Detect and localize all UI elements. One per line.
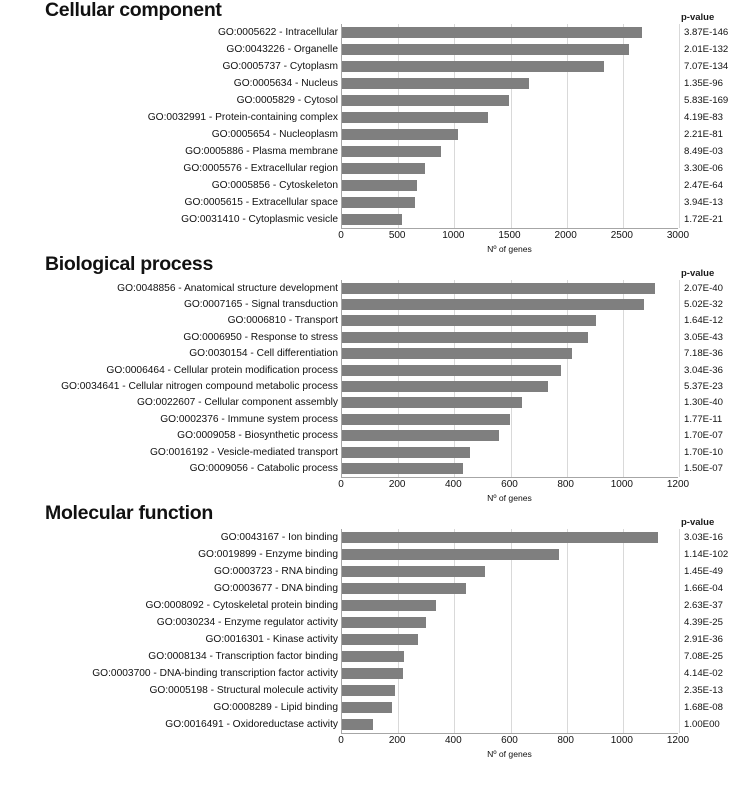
- category-label: GO:0005615 - Extracellular space: [184, 197, 338, 208]
- pvalue-cell: 1.50E-07: [684, 462, 723, 474]
- x-tick-label: 400: [444, 734, 462, 746]
- pvalue-cell: 1.68E-08: [684, 701, 723, 713]
- bar: [342, 95, 509, 106]
- chart-panel-3: [0, 503, 753, 759]
- bar-row: [342, 563, 678, 580]
- category-label: GO:0005737 - Cytoplasm: [222, 61, 338, 72]
- bar-row: [342, 546, 678, 563]
- pvalue-cell: 2.47E-64: [684, 180, 723, 191]
- bar-row: [342, 395, 678, 411]
- pvalue-cell: 4.19E-83: [684, 112, 723, 123]
- pvalue-cell: 1.66E-04: [684, 582, 723, 594]
- category-label: GO:0030154 - Cell differentiation: [189, 348, 338, 360]
- bar: [342, 44, 629, 55]
- bar: [342, 78, 529, 89]
- category-label: GO:0016192 - Vesicle-mediated transport: [149, 446, 338, 458]
- bar: [342, 447, 470, 458]
- bar: [342, 61, 604, 72]
- category-label: GO:0006950 - Response to stress: [183, 331, 338, 343]
- category-label: GO:0006464 - Cellular protein modification process: [106, 364, 338, 376]
- bar: [342, 348, 572, 359]
- bar-row: [342, 24, 678, 41]
- plot-column: [338, 280, 690, 503]
- bar-row: [342, 428, 678, 444]
- x-axis-ticks: [338, 478, 690, 493]
- category-label: GO:0016491 - Oxidoreductase activity: [165, 718, 338, 730]
- pvalue-cell: 1.14E-102: [684, 548, 729, 560]
- pvalue-cell: 1.77E-11: [684, 413, 723, 425]
- bar-row: [342, 682, 678, 699]
- pvalue-cell: 1.72E-21: [684, 214, 723, 225]
- pvalue-column-header: p-value: [681, 516, 715, 528]
- plot-row: [0, 24, 753, 254]
- bar: [342, 566, 485, 577]
- category-labels-column: [0, 529, 341, 733]
- chart-panel-1: [0, 0, 753, 254]
- x-axis-ticks: [338, 229, 690, 244]
- bar-row: [342, 296, 678, 312]
- bar-row: [342, 329, 678, 345]
- pvalue-cell: 2.63E-37: [684, 599, 723, 611]
- bar: [342, 397, 522, 408]
- bar-row: [342, 143, 678, 160]
- pvalue-cell: 3.05E-43: [684, 331, 723, 343]
- bar-row: [342, 665, 678, 682]
- pvalue-cell: 2.01E-132: [684, 44, 729, 55]
- pvalue-cell: 8.49E-03: [684, 146, 723, 157]
- pvalue-cell: 7.08E-25: [684, 650, 723, 662]
- x-tick-label: 800: [557, 478, 574, 490]
- pvalue-cell: 3.94E-13: [684, 197, 723, 208]
- bar-row: [342, 716, 678, 733]
- bar-row: [342, 597, 678, 614]
- chart-title: Biological process: [45, 253, 213, 275]
- bar-row: [342, 614, 678, 631]
- bar: [342, 214, 402, 225]
- pvalue-column-header: p-value: [681, 268, 715, 279]
- plot-row: [0, 529, 753, 759]
- bar: [342, 719, 373, 730]
- x-tick-label: 1000: [610, 478, 633, 490]
- bar-row: [342, 460, 678, 476]
- bar: [342, 430, 499, 441]
- plot-row: [0, 280, 753, 503]
- chart-title: Molecular function: [45, 501, 213, 524]
- x-tick-label: 0: [338, 734, 344, 746]
- pvalue-cell: 2.91E-36: [684, 633, 723, 645]
- bar: [342, 365, 561, 376]
- category-label: GO:0003677 - DNA binding: [213, 582, 338, 594]
- bar-row: [342, 580, 678, 597]
- category-labels-column: [0, 280, 341, 477]
- x-tick-label: 1000: [610, 734, 633, 746]
- bar-row: [342, 177, 678, 194]
- bar: [342, 299, 644, 310]
- bar: [342, 146, 441, 157]
- category-label: GO:0003700 - DNA-binding transcription factor activity: [92, 667, 338, 679]
- bar: [342, 381, 548, 392]
- category-label: GO:0007165 - Signal transduction: [183, 299, 338, 311]
- bar: [342, 129, 458, 140]
- x-tick-label: 0: [338, 478, 344, 490]
- pvalue-cell: 1.64E-12: [684, 315, 723, 327]
- plot-area: [341, 529, 678, 733]
- category-label: GO:0043167 - Ion binding: [220, 531, 338, 543]
- bar-row: [342, 346, 678, 362]
- x-axis-title: Nº of genes: [487, 748, 532, 759]
- category-label: GO:0031410 - Cytoplasmic vesicle: [181, 214, 338, 225]
- bar-row: [342, 109, 678, 126]
- bar: [342, 549, 559, 560]
- pvalue-cell: 5.02E-32: [684, 299, 723, 311]
- category-label: GO:0008134 - Transcription factor binding: [148, 650, 338, 662]
- x-tick-label: 600: [501, 734, 518, 746]
- bar-row: [342, 444, 678, 460]
- bar: [342, 180, 417, 191]
- category-label: GO:0008092 - Cytoskeletal protein binding: [145, 599, 338, 611]
- pvalue-cell: 3.87E-146: [684, 27, 729, 38]
- pvalue-cell: 4.39E-25: [684, 616, 723, 628]
- pvalue-cell: 2.21E-81: [684, 129, 723, 140]
- x-tick-label: 2000: [554, 230, 577, 241]
- x-tick-label: 1500: [498, 230, 521, 241]
- category-label: GO:0005576 - Extracellular region: [183, 163, 338, 174]
- plot-column: [338, 24, 690, 254]
- bar-row: [342, 41, 678, 58]
- x-tick-label: 3000: [666, 230, 690, 241]
- bar-row: [342, 211, 678, 228]
- bar-row: [342, 280, 678, 296]
- pvalue-cell: 5.83E-169: [684, 95, 729, 106]
- pvalue-cell: 3.04E-36: [684, 364, 723, 376]
- category-label: GO:0008289 - Lipid binding: [213, 701, 338, 713]
- pvalue-cell: 7.07E-134: [684, 61, 729, 72]
- category-label: GO:0005634 - Nucleus: [233, 78, 338, 89]
- bar-row: [342, 631, 678, 648]
- pvalue-cell: 5.37E-23: [684, 381, 723, 393]
- bar: [342, 112, 488, 123]
- bar-row: [342, 75, 678, 92]
- bar: [342, 532, 658, 543]
- category-label: GO:0043226 - Organelle: [226, 44, 338, 55]
- pvalue-cell: 1.45E-49: [684, 565, 723, 577]
- category-label: GO:0009056 - Catabolic process: [189, 462, 338, 474]
- category-label: GO:0009058 - Biosynthetic process: [177, 430, 338, 442]
- bar: [342, 583, 466, 594]
- bar-row: [342, 529, 678, 546]
- bar: [342, 332, 588, 343]
- bar: [342, 685, 395, 696]
- x-axis-title: Nº of genes: [487, 244, 532, 254]
- pvalue-cell: 7.18E-36: [684, 348, 723, 360]
- pvalue-column: [678, 24, 753, 228]
- bar: [342, 27, 642, 38]
- x-axis-title: Nº of genes: [487, 492, 532, 503]
- plot-column: [338, 529, 690, 759]
- category-label: GO:0022607 - Cellular component assembly: [136, 397, 338, 409]
- category-label: GO:0019899 - Enzyme binding: [198, 548, 338, 560]
- bar-row: [342, 126, 678, 143]
- x-tick-label: 1200: [666, 734, 690, 746]
- x-tick-label: 1000: [442, 230, 465, 241]
- bar-row: [342, 648, 678, 665]
- category-label: GO:0030234 - Enzyme regulator activity: [156, 616, 338, 628]
- category-label: GO:0005622 - Intracellular: [217, 27, 338, 38]
- category-label: GO:0005198 - Structural molecule activity: [149, 684, 338, 696]
- bar-row: [342, 194, 678, 211]
- bar-series: [342, 280, 678, 477]
- bar: [342, 463, 463, 474]
- category-label: GO:0048856 - Anatomical structure development: [117, 282, 338, 294]
- bar-row: [342, 362, 678, 378]
- pvalue-cell: 1.30E-40: [684, 397, 723, 409]
- x-tick-label: 1200: [666, 478, 690, 490]
- pvalue-column: [678, 280, 753, 477]
- category-label: GO:0003723 - RNA binding: [213, 565, 338, 577]
- pvalue-column-header: p-value: [681, 12, 715, 23]
- bar: [342, 702, 392, 713]
- category-label: GO:0005829 - Cytosol: [236, 95, 338, 106]
- x-tick-label: 400: [444, 478, 462, 490]
- bar-series: [342, 529, 678, 733]
- bar: [342, 634, 418, 645]
- pvalue-cell: 2.35E-13: [684, 684, 723, 696]
- bar: [342, 617, 426, 628]
- pvalue-column: [678, 529, 753, 733]
- bar-series: [342, 24, 678, 228]
- pvalue-cell: 3.03E-16: [684, 531, 723, 543]
- category-label: GO:0006810 - Transport: [227, 315, 338, 327]
- bar: [342, 163, 425, 174]
- x-tick-label: 600: [501, 478, 518, 490]
- bar: [342, 283, 655, 294]
- bar-row: [342, 58, 678, 75]
- bar-row: [342, 378, 678, 394]
- x-tick-label: 800: [557, 734, 574, 746]
- bar-row: [342, 313, 678, 329]
- x-tick-label: 200: [388, 734, 406, 746]
- pvalue-cell: 4.14E-02: [684, 667, 723, 679]
- bar: [342, 651, 404, 662]
- bar-row: [342, 699, 678, 716]
- bar: [342, 668, 403, 679]
- bar-row: [342, 160, 678, 177]
- category-label: GO:0032991 - Protein-containing complex: [147, 112, 338, 123]
- category-label: GO:0034641 - Cellular nitrogen compound metabolic process: [61, 381, 338, 393]
- pvalue-cell: 2.07E-40: [684, 282, 723, 294]
- pvalue-cell: 3.30E-06: [684, 163, 723, 174]
- pvalue-cell: 1.70E-07: [684, 430, 723, 442]
- plot-area: [341, 280, 678, 477]
- x-tick-label: 200: [388, 478, 406, 490]
- bar-row: [342, 411, 678, 427]
- category-label: GO:0005856 - Cytoskeleton: [211, 180, 338, 191]
- pvalue-cell: 1.00E00: [684, 718, 720, 730]
- category-label: GO:0016301 - Kinase activity: [205, 633, 338, 645]
- pvalue-cell: 1.70E-10: [684, 446, 723, 458]
- category-label: GO:0005886 - Plasma membrane: [185, 146, 338, 157]
- bar: [342, 315, 596, 326]
- chart-panel-2: [0, 254, 753, 503]
- plot-area: [341, 24, 678, 228]
- x-tick-label: 500: [388, 230, 406, 241]
- x-tick-label: 0: [338, 230, 344, 241]
- category-label: GO:0002376 - Immune system process: [160, 413, 338, 425]
- category-label: GO:0005654 - Nucleoplasm: [211, 129, 338, 140]
- pvalue-cell: 1.35E-96: [684, 78, 723, 89]
- bar: [342, 197, 415, 208]
- bar: [342, 414, 510, 425]
- bar: [342, 600, 436, 611]
- chart-title: Cellular component: [45, 0, 222, 21]
- x-axis-ticks: [338, 734, 690, 749]
- category-labels-column: [0, 24, 341, 228]
- bar-row: [342, 92, 678, 109]
- x-tick-label: 2500: [610, 230, 633, 241]
